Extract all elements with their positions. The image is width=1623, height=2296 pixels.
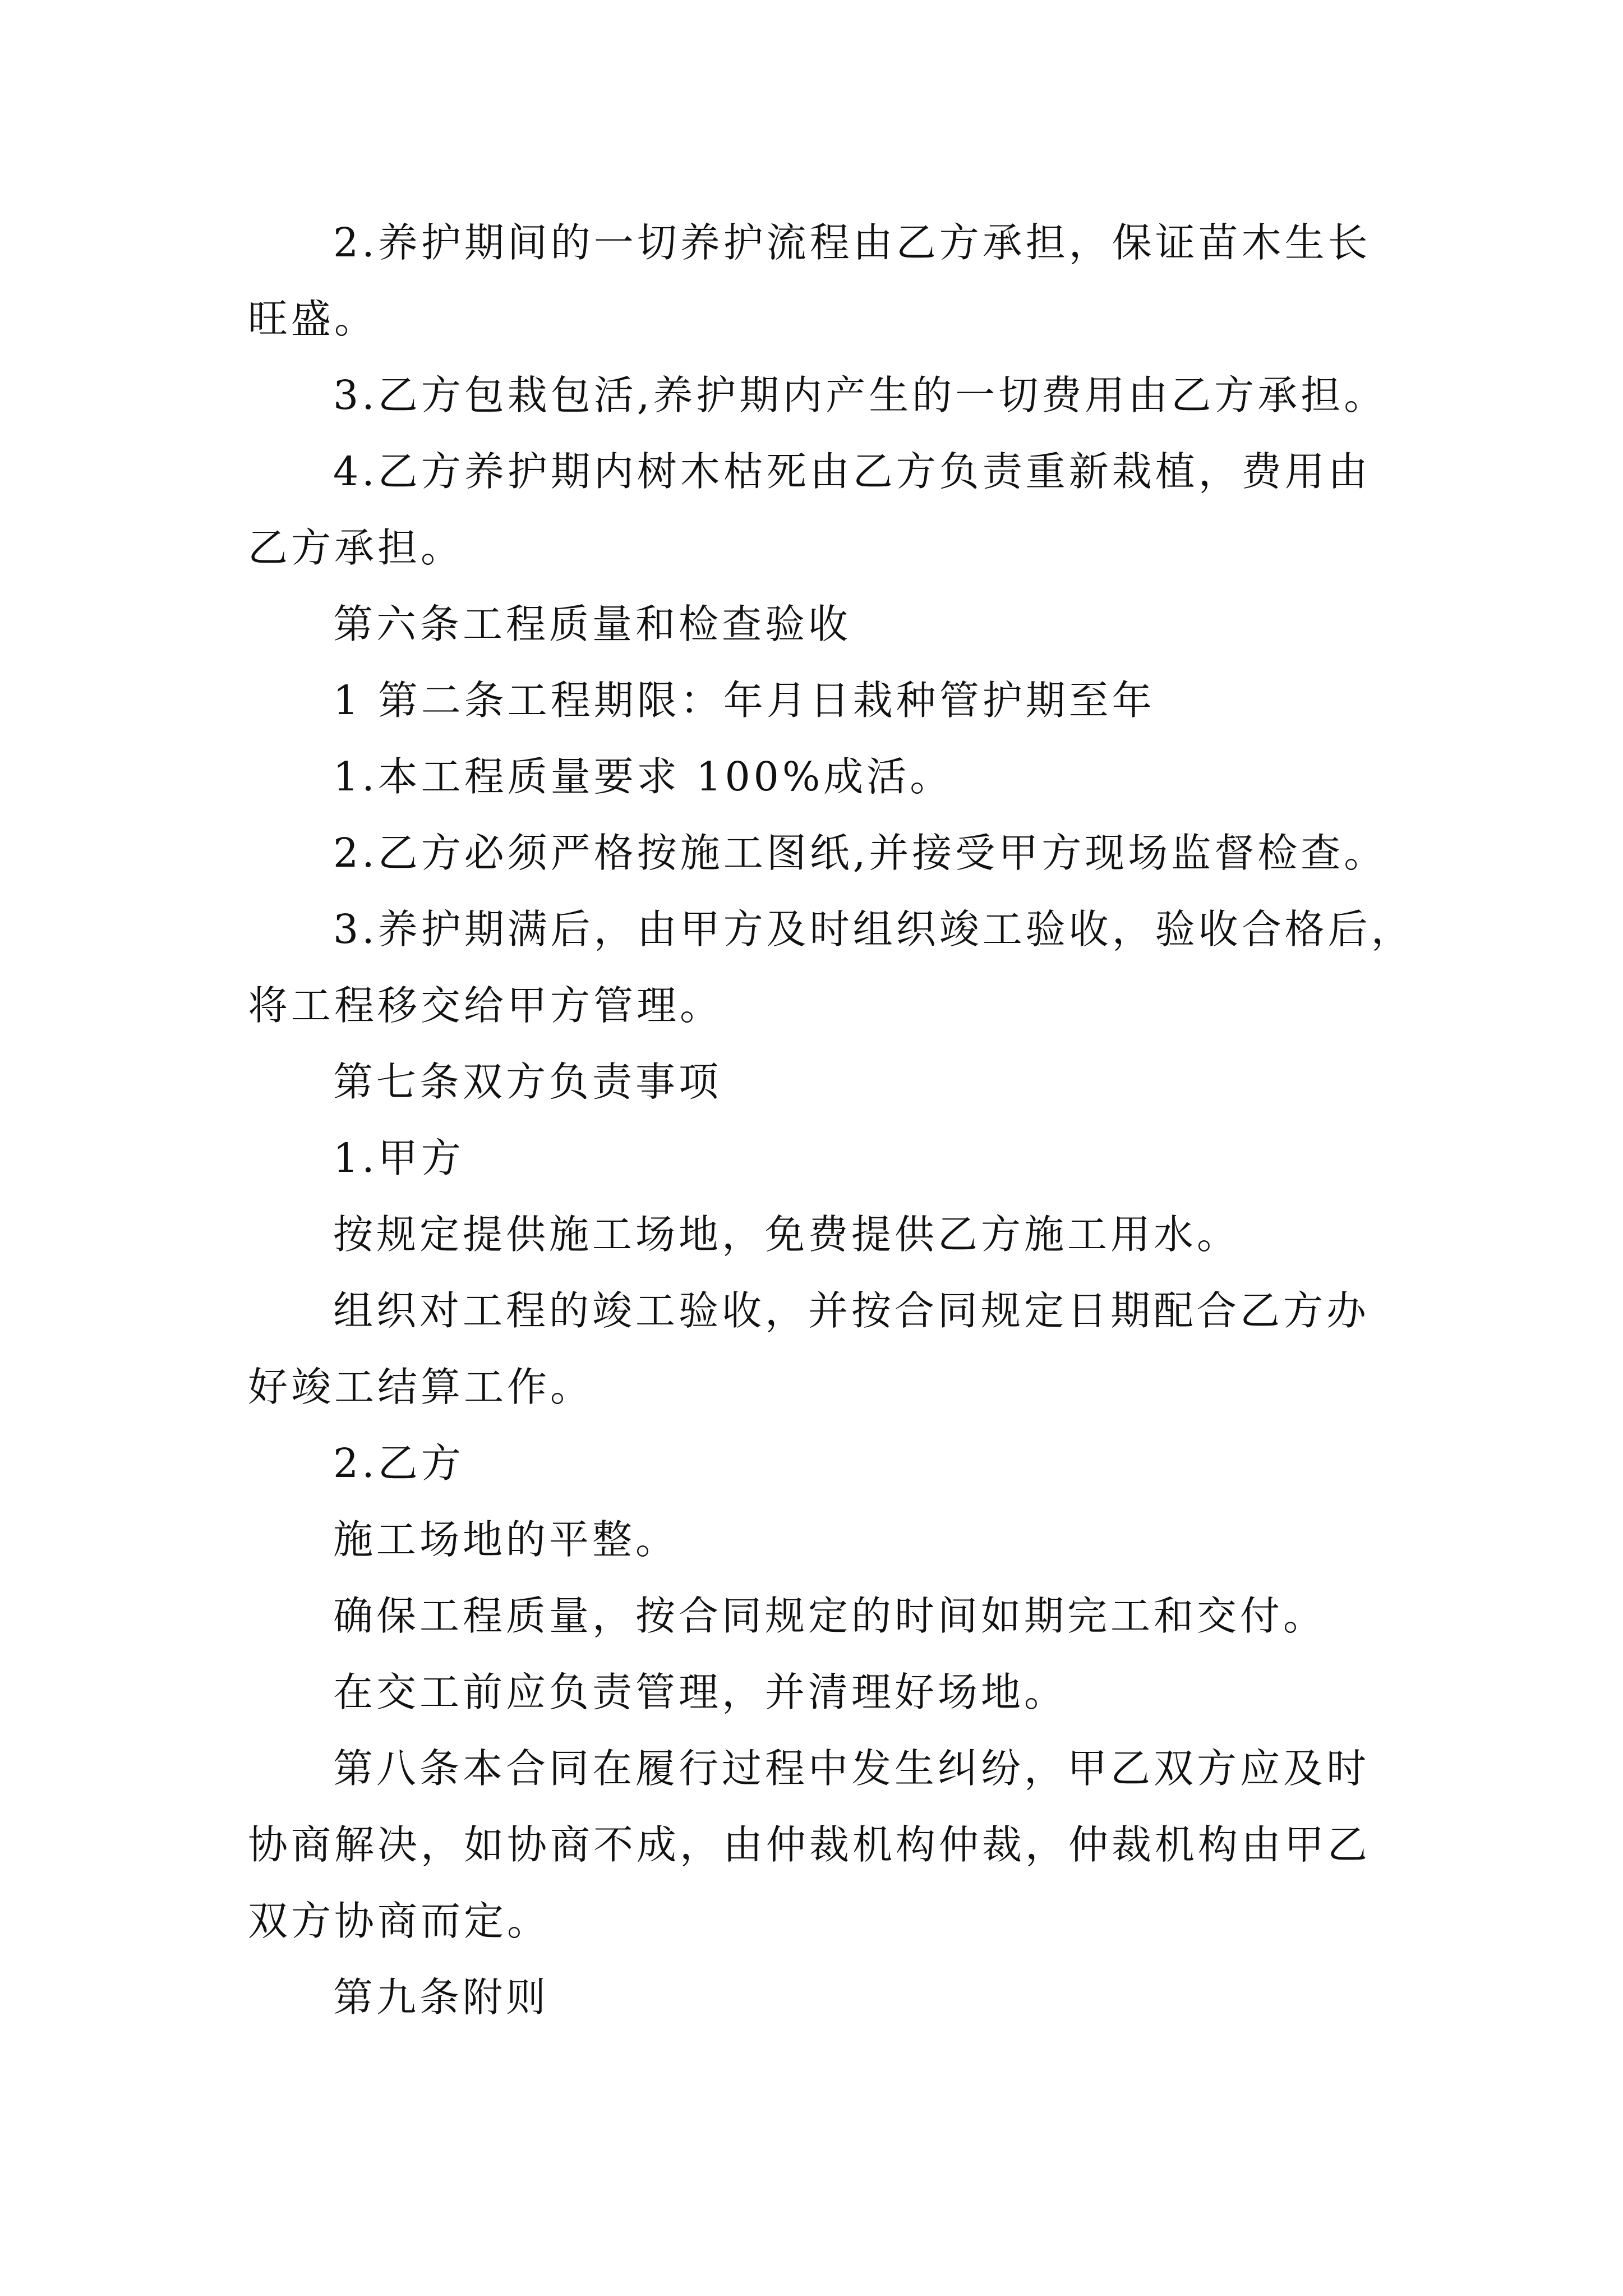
paragraph-line: 1.甲方 [333, 1135, 464, 1181]
paragraph-line: 在交工前应负责管理，并清理好场地。 [333, 1669, 1068, 1715]
paragraph-line: 旺盛。 [248, 296, 378, 342]
paragraph-line: 施工场地的平整。 [333, 1516, 679, 1563]
section-heading: 第六条工程质量和检查验收 [333, 601, 852, 647]
paragraph-line: 确保工程质量，按合同规定的时间如期完工和交付。 [333, 1593, 1327, 1639]
paragraph-line: 2.乙方 [333, 1440, 464, 1487]
paragraph-line: 1 第二条工程期限：年月日栽种管护期至年 [333, 677, 1155, 724]
paragraph-line: 按规定提供施工场地，免费提供乙方施工用水。 [333, 1211, 1241, 1258]
paragraph-line: 2.乙方必须严格按施工图纸,并接受甲方现场监督检查。 [333, 830, 1387, 876]
paragraph-line: 将工程移交给甲方管理。 [248, 982, 723, 1029]
paragraph-line: 乙方承担。 [248, 524, 464, 571]
paragraph-line: 好竣工结算工作。 [248, 1364, 594, 1410]
section-heading: 第九条附则 [333, 1974, 550, 2021]
paragraph-line: 1.本工程质量要求 100%成活。 [333, 753, 953, 800]
paragraph-line: 组织对工程的竣工验收，并按合同规定日期配合乙方办 [333, 1287, 1370, 1334]
paragraph-line: 协商解决，如协商不成，由仲裁机构仲裁，仲裁机构由甲乙 [248, 1821, 1371, 1868]
section-heading: 第七条双方负责事项 [333, 1059, 722, 1105]
paragraph-line: 2.养护期间的一切养护流程由乙方承担，保证苗木生长 [333, 219, 1371, 266]
paragraph-line: 3.乙方包栽包活,养护期内产生的一切费用由乙方承担。 [333, 372, 1387, 418]
paragraph-line: 4.乙方养护期内树木枯死由乙方负责重新栽植，费用由 [333, 448, 1371, 495]
paragraph-line: 3.养护期满后，由甲方及时组织竣工验收，验收合格后， [333, 906, 1414, 953]
paragraph-line: 双方协商而定。 [248, 1898, 551, 1944]
section-heading: 第八条本合同在履行过程中发生纠纷，甲乙双方应及时 [333, 1745, 1370, 1792]
